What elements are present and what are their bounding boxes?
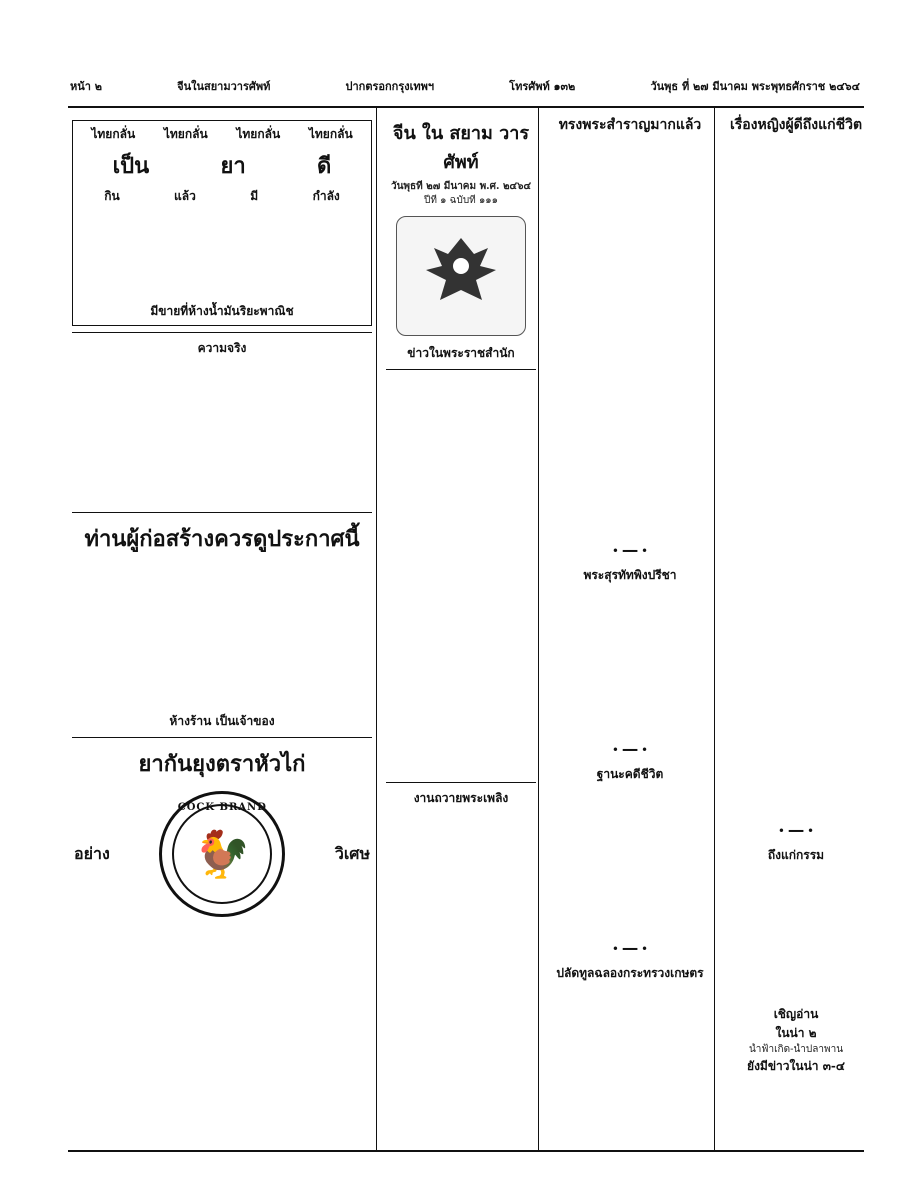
slogan-4: ไทยกลั่น bbox=[308, 127, 353, 141]
heading-case: ฐานะคดีชีวิต bbox=[596, 767, 664, 781]
heading-woman: เรื่องหญิงผู้ดีถึงแก่ชีวิต bbox=[729, 117, 863, 133]
column-2 bbox=[382, 108, 540, 1150]
ad-word-3: ดี bbox=[317, 153, 332, 179]
page-header bbox=[70, 78, 860, 94]
column-4: เรื่องหญิงผู้ดีถึงแก่ชีวิต • ━━ • ถึงแก่กรรม เชิญอ่าน ในน่า ๒ น้ำฟ้าเกิด-น้ำปลาพาน ยังมีข่าวในน่า ๓-๔ bbox=[720, 108, 872, 1150]
ad-word-2: ยา bbox=[220, 153, 246, 179]
invite: เชิญอ่าน bbox=[773, 1007, 819, 1021]
address: ปากตรอกกรุงเทพฯ bbox=[345, 80, 435, 93]
slogan-1: ไทยกลั่น bbox=[91, 127, 136, 141]
ad-right-word: วิเศษ bbox=[334, 843, 370, 863]
notice-tail: ห้างร้าน เป็นเจ้าของ bbox=[169, 714, 275, 728]
ad-left-word: อย่าง bbox=[74, 843, 110, 863]
issue-date: วันพุธ ที่ ๒๗ มีนาคม พระพุทธศักราช ๒๔๖๔ bbox=[650, 80, 860, 93]
issue-line: วันพุธที่ ๒๗ มีนาคม พ.ศ. ๒๔๖๔ bbox=[390, 181, 532, 192]
brand-text: COCK BRAND bbox=[177, 802, 267, 813]
section-title-truth: ความจริง bbox=[197, 341, 247, 355]
heading-person: พระสุรทัทพิงปรีชา bbox=[583, 568, 677, 582]
page-ref: ในน่า ๒ bbox=[775, 1026, 817, 1040]
paper-name: จีนในสยามวารศัพท์ bbox=[177, 80, 271, 93]
slogan-2: ไทยกลั่น bbox=[163, 127, 208, 141]
heading-deceased: ถึงแก่กรรม bbox=[767, 848, 825, 862]
ad-thai-medicine bbox=[72, 120, 372, 326]
heading-ministry: ปลัดทูลฉลองกระทรวงเกษตร bbox=[556, 966, 704, 980]
coil-ad bbox=[72, 787, 372, 921]
column-1 bbox=[68, 108, 376, 1150]
funeral-heading: งานถวายพระเพลิง bbox=[413, 791, 509, 805]
ad-row2-2: แล้ว bbox=[174, 189, 196, 203]
notice-title: ท่านผู้ก่อสร้างควรดูประกาศนี้ bbox=[84, 526, 360, 552]
page-number: หน้า ๒ bbox=[70, 80, 103, 93]
page-frame bbox=[68, 106, 864, 1152]
sub-issue: ปีที่ ๑ ฉบับที่ ๑๑๑ bbox=[424, 195, 498, 206]
ad-row2-1: กิน bbox=[104, 189, 120, 203]
ad-title-coil: ยากันยุงตราหัวไก่ bbox=[138, 751, 306, 777]
ad-row2-3: มี bbox=[250, 189, 259, 203]
crest-caption: ข่าวในพระราชสำนัก bbox=[407, 346, 515, 360]
ad-sold-at: มีขายที่ห้างน้ำมันริยะพาณิช bbox=[150, 304, 294, 318]
masthead-title: จีน ใน สยาม วารศัพท์ bbox=[392, 123, 530, 173]
continued-notice: ยังมีข่าวในน่า ๓-๔ bbox=[747, 1059, 845, 1073]
cock-logo bbox=[159, 791, 285, 917]
phone: โทรศัพท์ ๑๓๒ bbox=[509, 80, 576, 93]
slogan-3: ไทยกลั่น bbox=[236, 127, 281, 141]
page-ref-detail: น้ำฟ้าเกิด-น้ำปลาพาน bbox=[748, 1044, 844, 1055]
ad-row2-4: กำลัง bbox=[312, 189, 340, 203]
column-3: ทรงพระสำราญมากแล้ว • ━━ • พระสุรทัทพิงปรีชา • ━━ • ฐานะคดีชีวิต • ━━ • ปลัดทูลฉลองกระทรวงเกษตร bbox=[544, 108, 716, 1150]
garuda-crest-icon bbox=[396, 216, 526, 336]
cock-icon: 🐓 bbox=[193, 827, 251, 881]
ad-word-1: เป็น bbox=[112, 153, 150, 179]
heading-health: ทรงพระสำราญมากแล้ว bbox=[558, 117, 702, 133]
